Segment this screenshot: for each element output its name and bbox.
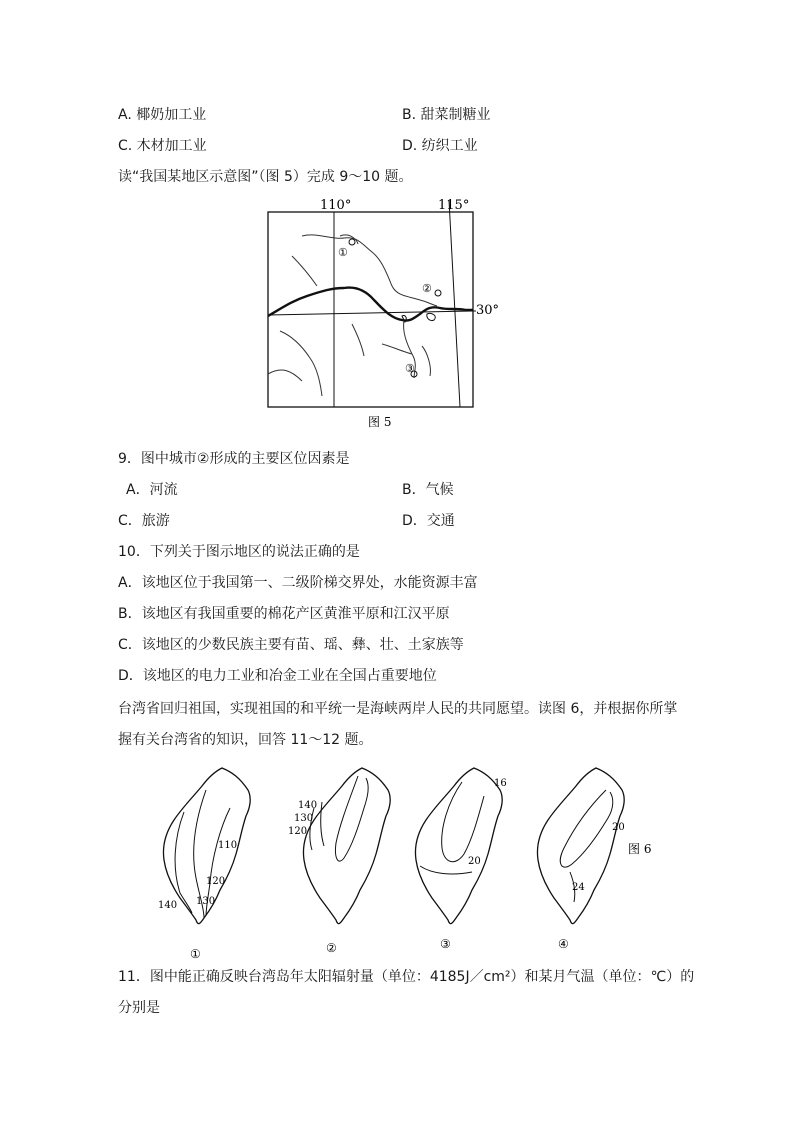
map3-label: ③ bbox=[440, 937, 451, 951]
map2-label: ② bbox=[326, 941, 337, 955]
longitude-110-label: 110° bbox=[320, 198, 352, 213]
map1-isoline-140: 140 bbox=[158, 900, 178, 911]
taiwan-map-1 bbox=[158, 768, 250, 960]
q8-option-a: A. 椰奶加工业 bbox=[118, 107, 207, 123]
figure-5-map bbox=[262, 196, 522, 436]
q10-option-a: A．该地区位于我国第一、二级阶梯交界处，水能资源丰富 bbox=[118, 575, 478, 591]
map4-isoline-20: 20 bbox=[612, 822, 625, 833]
figure-6-caption: 图 6 bbox=[628, 842, 652, 856]
q9-option-b: B．气候 bbox=[402, 482, 454, 498]
map2-isoline-140: 140 bbox=[298, 800, 318, 811]
figure-5-caption: 图 5 bbox=[368, 415, 392, 429]
q11-line1: 11．图中能正确反映台湾岛年太阳辐射量（单位：4185J／cm²）和某月气温（单位：℃）的 bbox=[118, 969, 695, 985]
q9-stem: 9．图中城市②形成的主要区位因素是 bbox=[118, 451, 350, 467]
q9-option-c: C．旅游 bbox=[118, 513, 170, 529]
map1-isoline-130: 130 bbox=[196, 896, 216, 907]
city-3-label: ③ bbox=[405, 362, 415, 375]
q10-stem: 10．下列关于图示地区的说法正确的是 bbox=[118, 544, 360, 560]
latitude-30-label: 30° bbox=[476, 303, 500, 318]
map4-isoline-24: 24 bbox=[572, 882, 585, 893]
q10-option-d: D．该地区的电力工业和冶金工业在全国占重要地位 bbox=[118, 668, 437, 684]
longitude-115-label: 115° bbox=[438, 198, 470, 213]
intro-11-12-line1: 台湾省回归祖国，实现祖国的和平统一是海峡两岸人民的共同愿望。读图 6，并根据你所掌 bbox=[118, 701, 678, 717]
q8-option-c: C. 木材加工业 bbox=[118, 138, 207, 154]
map3-isoline-16: 16 bbox=[494, 778, 507, 789]
q8-option-d: D. 纺织工业 bbox=[402, 138, 478, 154]
city-2-label: ② bbox=[422, 282, 432, 295]
q9-option-d: D．交通 bbox=[402, 513, 455, 529]
map4-label: ④ bbox=[558, 937, 569, 951]
q10-option-b: B．该地区有我国重要的棉花产区黄淮平原和江汉平原 bbox=[118, 606, 450, 622]
map1-label: ① bbox=[190, 947, 201, 960]
intro-9-10: 读“我国某地区示意图”（图 5）完成 9～10 题。 bbox=[118, 169, 413, 185]
map2-isoline-130: 130 bbox=[294, 813, 314, 824]
q9-option-a: A．河流 bbox=[126, 482, 178, 498]
taiwan-map-3 bbox=[415, 768, 506, 951]
q10-option-c: C．该地区的少数民族主要有苗、瑶、彝、壮、土家族等 bbox=[118, 637, 464, 653]
city-1-label: ① bbox=[338, 246, 348, 259]
q8-option-b: B. 甜菜制糖业 bbox=[402, 107, 491, 123]
map3-isoline-20: 20 bbox=[468, 856, 481, 867]
intro-11-12-line2: 握有关台湾省的知识，回答 11～12 题。 bbox=[118, 732, 373, 748]
taiwan-map-4 bbox=[537, 768, 624, 951]
q11-line2: 分别是 bbox=[118, 1000, 160, 1016]
map2-isoline-120: 120 bbox=[288, 826, 308, 837]
map1-isoline-110: 110 bbox=[218, 840, 238, 851]
taiwan-map-2 bbox=[288, 768, 390, 955]
map1-isoline-120: 120 bbox=[206, 876, 226, 887]
figure-6-maps bbox=[150, 760, 670, 960]
